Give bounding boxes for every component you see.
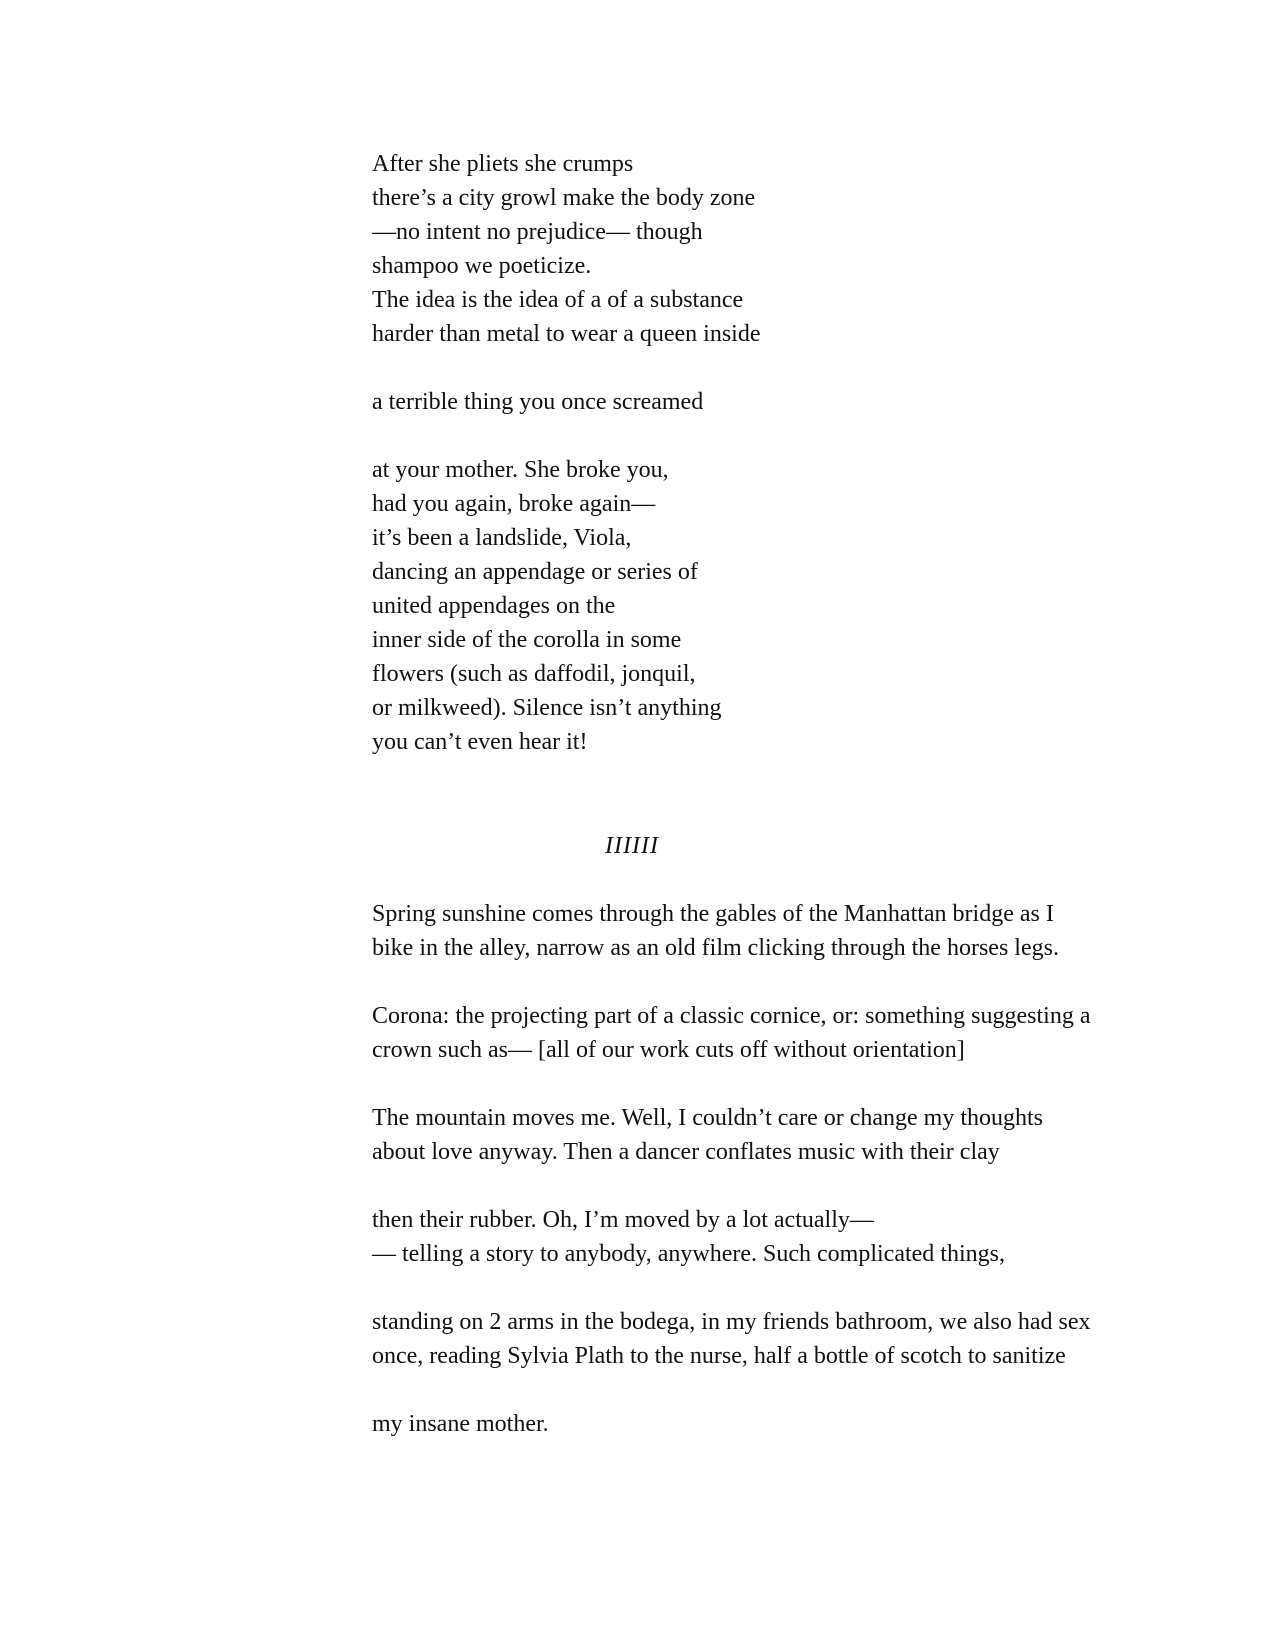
prose-line: bike in the alley, narrow as an old film clicking through the horses legs. — [372, 935, 1059, 961]
poem-line: it’s been a landslide, Viola, — [372, 525, 632, 551]
paragraph-break — [372, 1373, 1172, 1407]
prose-line: my insane mother. — [372, 1411, 549, 1437]
poem-line: shampoo we poeticize. — [372, 253, 592, 279]
stanza-break — [372, 419, 1172, 453]
prose-line: Spring sunshine comes through the gables of the Manhattan bridge as I — [372, 901, 1054, 927]
poem-line: you can’t even hear it! — [372, 729, 588, 755]
prose-line: about love anyway. Then a dancer conflates music with their clay — [372, 1139, 1000, 1165]
prose-line: The mountain moves me. Well, I couldn’t care or change my thoughts — [372, 1105, 1044, 1131]
paragraph-break — [372, 1169, 1172, 1203]
poem-line: or milkweed). Silence isn’t anything — [372, 695, 722, 721]
poem-line: united appendages on the — [372, 593, 616, 619]
prose-line: standing on 2 arms in the bodega, in my friends bathroom, we also had sex — [372, 1309, 1091, 1335]
prose-line: Corona: the projecting part of a classic cornice, or: something suggesting a — [372, 1003, 1091, 1029]
poem-line: The idea is the idea of a of a substance — [372, 287, 744, 313]
prose-line: then their rubber. Oh, I’m moved by a lot actually— — [372, 1207, 874, 1233]
poem-line: at your mother. She broke you, — [372, 457, 669, 483]
prose-line: once, reading Sylvia Plath to the nurse, half a bottle of scotch to sanitize — [372, 1343, 1066, 1369]
paragraph-break — [372, 965, 1172, 999]
poem-line: there’s a city growl make the body zone — [372, 185, 756, 211]
prose-line: — telling a story to anybody, anywhere. Such complicated things, — [372, 1241, 1005, 1267]
poem-line: —no intent no prejudice— though — [372, 219, 703, 245]
prose-section — [372, 897, 1172, 1441]
section-marker: IIIIII — [605, 833, 659, 859]
stanza-break — [372, 351, 1172, 385]
poem-line: had you again, broke again— — [372, 491, 656, 517]
paragraph-break — [372, 1067, 1172, 1101]
poem-line: After she pliets she crumps — [372, 151, 634, 177]
poem-line: a terrible thing you once screamed — [372, 389, 704, 415]
paragraph-break — [372, 1271, 1172, 1305]
poem-line: inner side of the corolla in some — [372, 627, 682, 653]
poem-line: flowers (such as daffodil, jonquil, — [372, 661, 696, 687]
prose-line: crown such as— [all of our work cuts off without orientation] — [372, 1037, 965, 1063]
poem-section — [372, 147, 1172, 759]
poem-line: harder than metal to wear a queen inside — [372, 321, 761, 347]
poem-line: dancing an appendage or series of — [372, 559, 698, 585]
